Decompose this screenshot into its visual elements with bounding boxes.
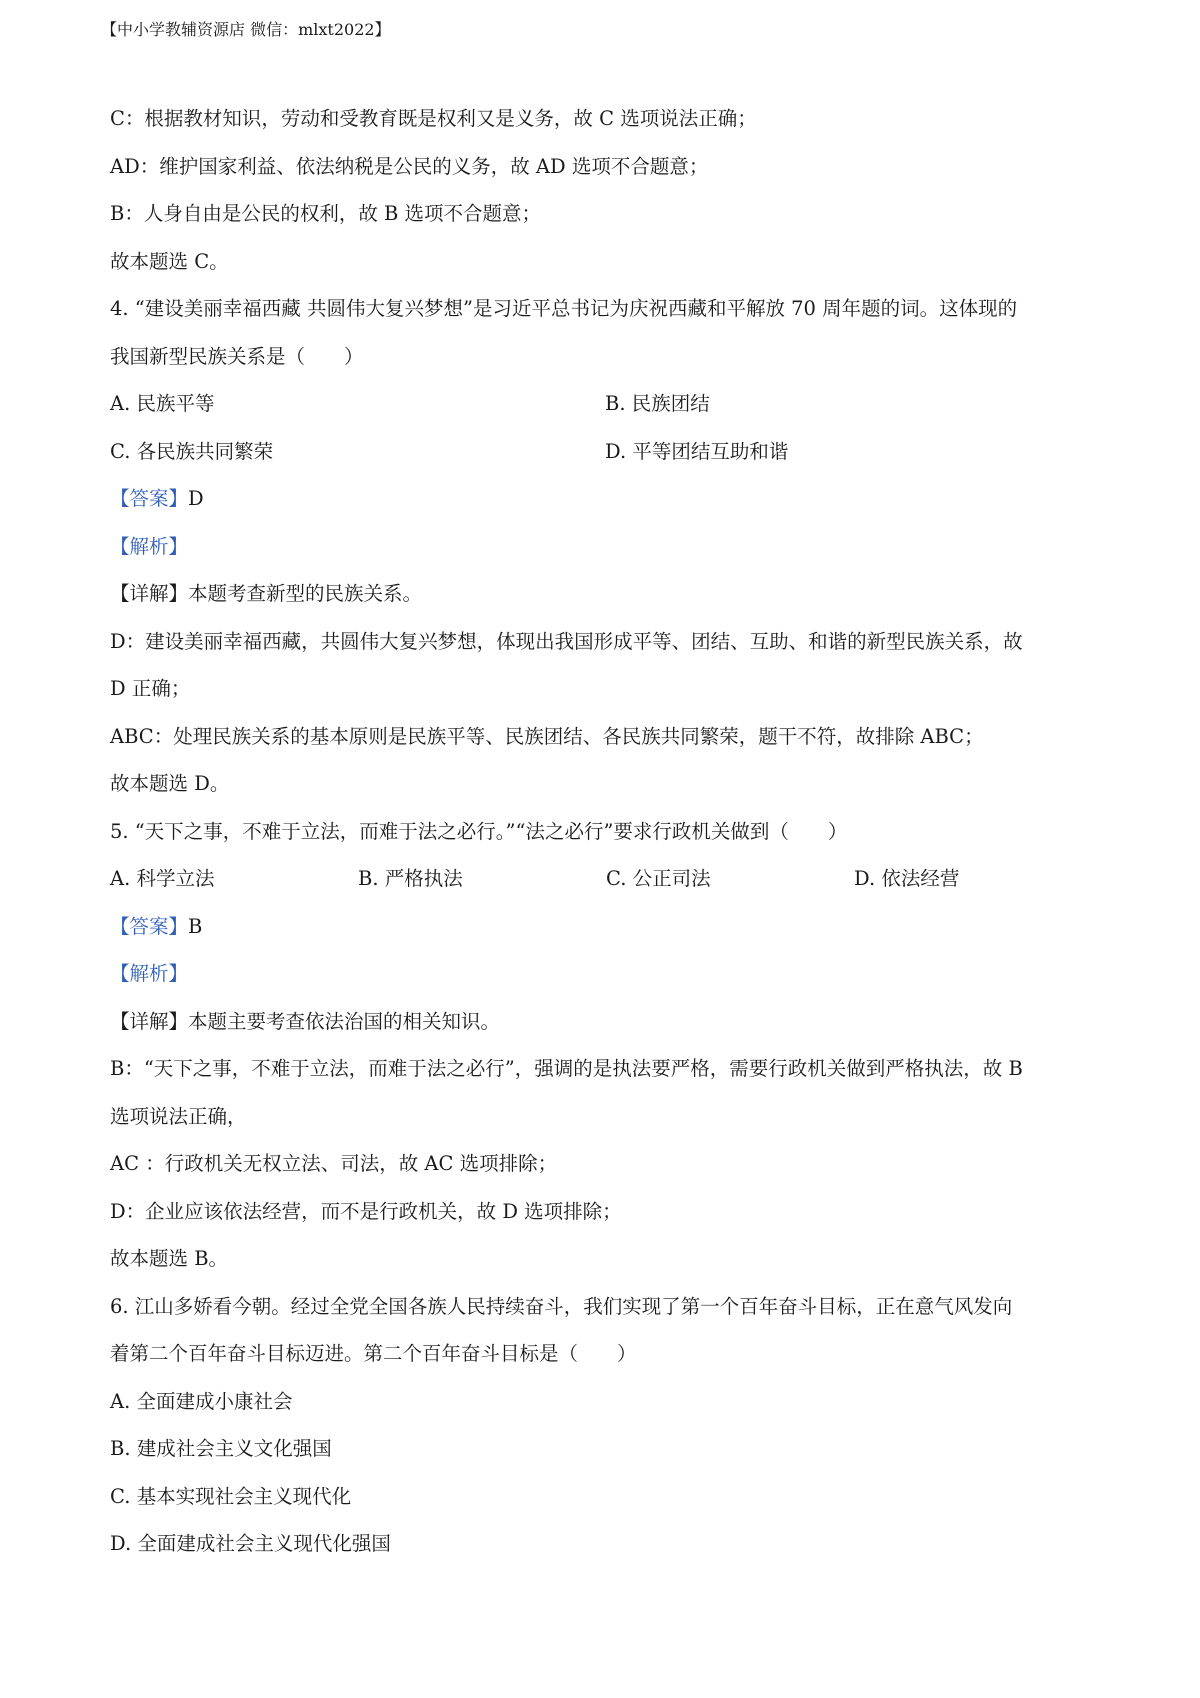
q5-option-c: C. 公正司法	[606, 867, 711, 890]
q6-option-d: D. 全面建成社会主义现代化强国	[110, 1532, 391, 1555]
q4-option-c: C. 各民族共同繁荣	[110, 439, 274, 463]
q4-options-row1	[110, 380, 1105, 428]
q4-detail-3: ABC：处理民族关系的基本原则是民族平等、民族团结、各民族共同繁荣，题干不符，故排除 ABC；	[110, 724, 984, 748]
document-body	[110, 95, 1105, 1568]
q5-answer-value: B	[188, 914, 203, 938]
q5-option-d: D. 依法经营	[854, 867, 960, 890]
q3-line-c: C：根据教材知识，劳动和受教育既是权利又是义务，故 C 选项说法正确；	[110, 107, 757, 130]
q5-detail-0: 【详解】本题主要考查依法治国的相关知识。	[110, 1009, 501, 1033]
page-header: 【中小学教辅资源店 微信：mlxt2022】	[101, 20, 391, 39]
q4-detail-4: 故本题选 D。	[110, 772, 230, 795]
q4-analysis-label: 【解析】	[110, 534, 189, 558]
q6-option-b: B. 建成社会主义文化强国	[110, 1437, 332, 1460]
q5-analysis-label: 【解析】	[110, 962, 189, 985]
q4-detail-1: D：建设美丽幸福西藏，共圆伟大复兴梦想，体现出我国形成平等、团结、互助、和谐的新型民族关系，故	[110, 629, 1023, 653]
q4-detail-0: 【详解】本题考查新型的民族关系。	[110, 582, 423, 605]
q5-stem: 5. “天下之事，不难于立法，而难于法之必行。”“法之必行”要求行政机关做到（ ）	[110, 819, 848, 843]
q4-answer-value: D	[188, 487, 204, 510]
q5-answer	[110, 903, 1105, 951]
q5-detail-1: B：“天下之事，不难于立法，而难于法之必行”，强调的是执法要严格，需要行政机关做到严格执法，故 B	[110, 1057, 1023, 1080]
q4-stem-line2: 我国新型民族关系是（ ）	[110, 344, 364, 368]
q4-stem-line1: 4. “建设美丽幸福西藏 共圆伟大复兴梦想”是习近平总书记为庆祝西藏和平解放 70 周年题的词。这体现的	[110, 297, 1018, 320]
q6-stem-line1: 6. 江山多娇看今朝。经过全党全国各族人民持续奋斗，我们实现了第一个百年奋斗目标，正在意气风发向	[110, 1294, 1013, 1318]
q4-options-row2	[110, 428, 1105, 476]
q4-answer-label: 【答案】	[110, 487, 189, 510]
q4-option-a: A. 民族平等	[110, 392, 215, 415]
q3-conclusion: 故本题选 C。	[110, 249, 229, 273]
q5-option-a: A. 科学立法	[110, 867, 215, 890]
q4-answer	[110, 475, 1105, 523]
q6-stem-line2: 着第二个百年奋斗目标迈进。第二个百年奋斗目标是（ ）	[110, 1342, 637, 1365]
q5-detail-4: D：企业应该依法经营，而不是行政机关，故 D 选项排除；	[110, 1199, 622, 1223]
q5-detail-3: AC ：行政机关无权立法、司法，故 AC 选项排除；	[110, 1152, 558, 1175]
q6-option-c: C. 基本实现社会主义现代化	[110, 1484, 352, 1508]
q5-detail-5: 故本题选 B。	[110, 1247, 229, 1270]
q5-option-b: B. 严格执法	[358, 867, 463, 890]
q5-answer-label: 【答案】	[110, 914, 189, 938]
q3-line-b: B：人身自由是公民的权利，故 B 选项不合题意；	[110, 202, 542, 225]
q5-options-row	[110, 855, 1105, 903]
q5-detail-2: 选项说法正确，	[110, 1104, 247, 1128]
q6-option-a: A. 全面建成小康社会	[110, 1389, 293, 1413]
q4-option-b: B. 民族团结	[605, 392, 710, 415]
q4-option-d: D. 平等团结互助和谐	[605, 439, 789, 463]
q4-detail-2: D 正确；	[110, 677, 191, 700]
q3-line-ad: AD：维护国家利益、依法纳税是公民的义务，故 AD 选项不合题意；	[110, 154, 709, 178]
